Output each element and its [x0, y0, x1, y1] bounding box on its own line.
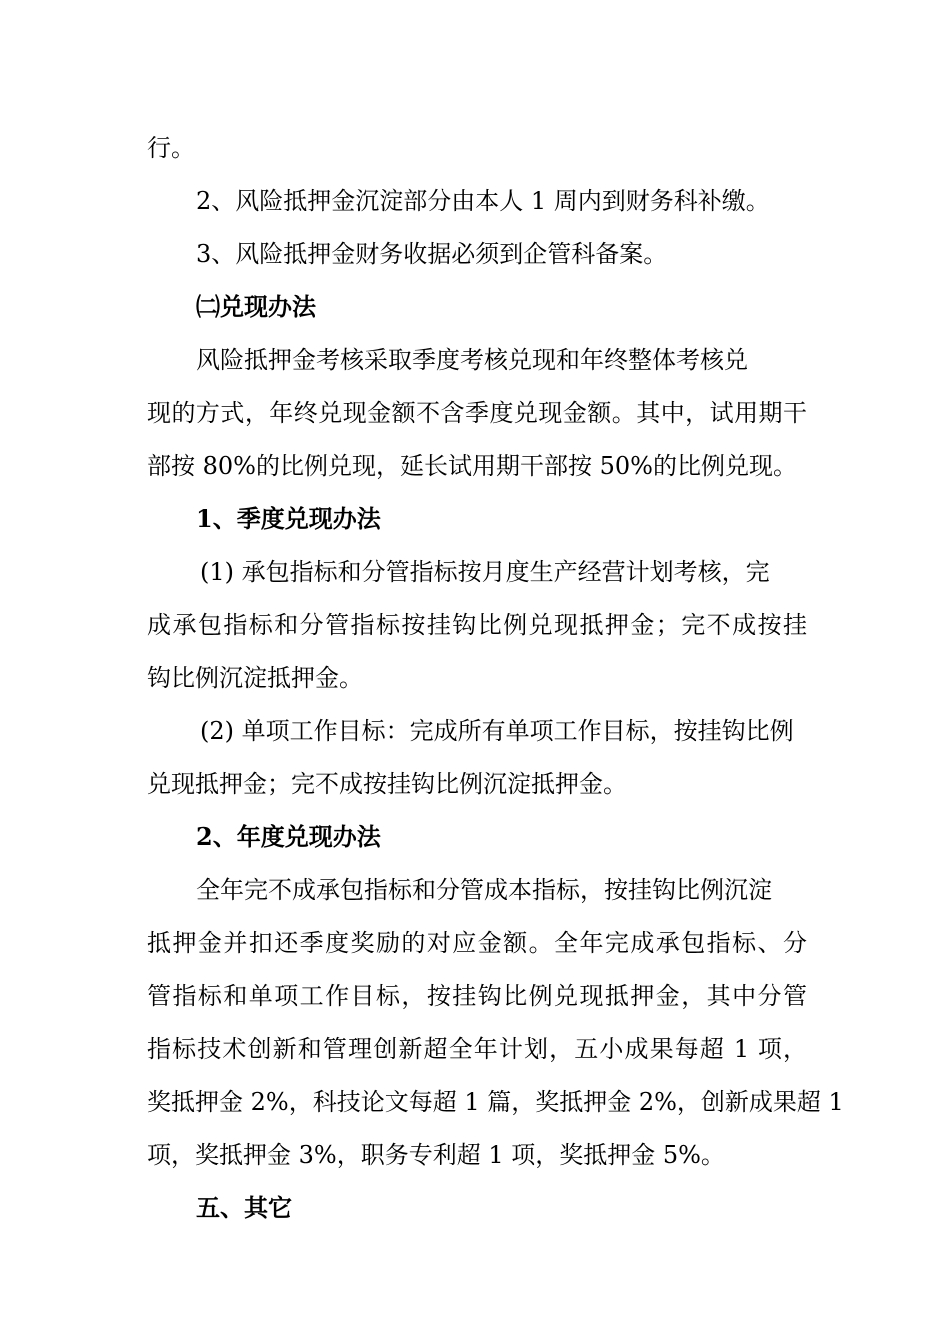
subsection-heading: 2、年度兑现办法 [196, 822, 381, 851]
text-line: 钩比例沉淀抵押金。 [147, 664, 363, 692]
text-line: 项，奖抵押金 3%，职务专利超 1 项，奖抵押金 5%。 [147, 1141, 725, 1169]
text-line: 指标技术创新和管理创新超全年计划，五小成果每超 1 项， [147, 1035, 807, 1063]
text-line: 风险抵押金考核采取季度考核兑现和年终整体考核兑 [196, 346, 748, 374]
text-line: 奖抵押金 2%，科技论文每超 1 篇，奖抵押金 2%，创新成果超 1 [147, 1088, 844, 1116]
text-line: 管指标和单项工作目标，按挂钩比例兑现抵押金，其中分管 [147, 982, 807, 1010]
text-line: 全年完不成承包指标和分管成本指标，按挂钩比例沉淀 [196, 876, 772, 904]
section-heading: ㈡兑现办法 [196, 292, 316, 321]
text-line: (1) 承包指标和分管指标按月度生产经营计划考核，完 [200, 558, 770, 586]
text-line: 3、风险抵押金财务收据必须到企管科备案。 [196, 240, 668, 268]
text-line: (2) 单项工作目标：完成所有单项工作目标，按挂钩比例 [200, 717, 794, 745]
text-line: 部按 80%的比例兑现，延长试用期干部按 50%的比例兑现。 [147, 452, 797, 480]
text-line: 行。 [147, 134, 195, 162]
text-line: 现的方式，年终兑现金额不含季度兑现金额。其中，试用期干 [147, 399, 807, 427]
subsection-heading: 1、季度兑现办法 [196, 504, 381, 533]
text-line: 2、风险抵押金沉淀部分由本人 1 周内到财务科补缴。 [196, 187, 770, 215]
text-line: 兑现抵押金；完不成按挂钩比例沉淀抵押金。 [147, 770, 627, 798]
text-line: 成承包指标和分管指标按挂钩比例兑现抵押金；完不成按挂 [147, 611, 807, 639]
text-line: 抵押金并扣还季度奖励的对应金额。全年完成承包指标、分 [147, 929, 807, 957]
section-heading: 五、其它 [196, 1193, 292, 1222]
